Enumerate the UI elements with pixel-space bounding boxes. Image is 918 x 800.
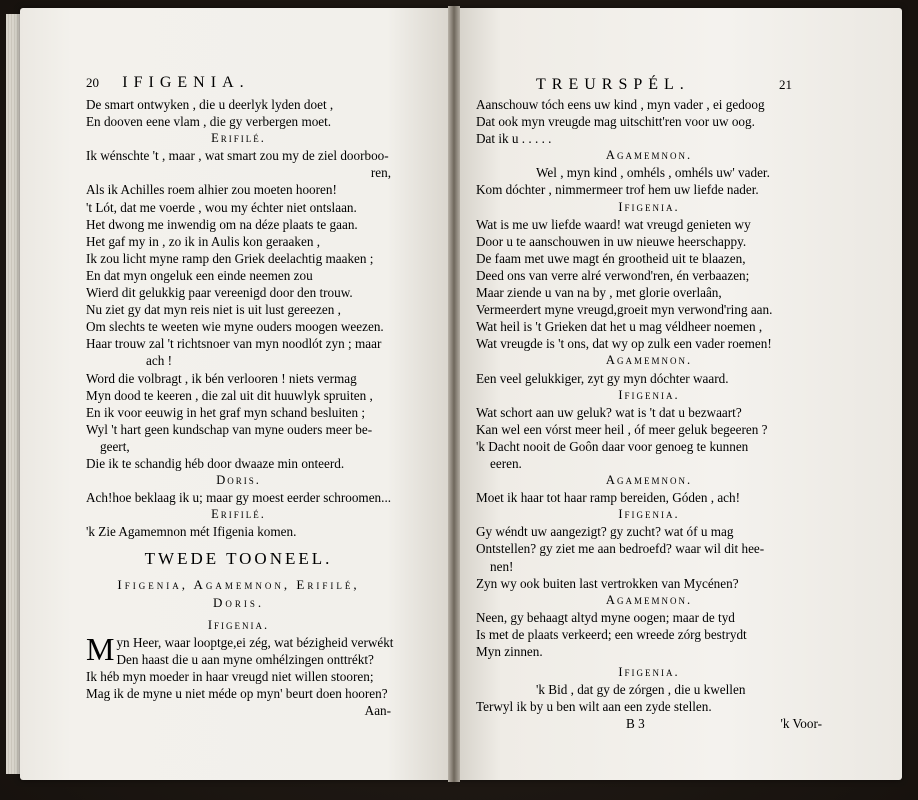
text-line: 'k Bid , dat gy de zórgen , die u kwellen xyxy=(536,682,746,698)
text-line: Ik héb myn moeder in haar vreugd niet willen stooren; xyxy=(86,668,374,684)
drop-cap: M xyxy=(86,630,115,667)
text-line: Vermeerdert myne vreugd,groeit myn verwond'ring aan. xyxy=(476,302,773,318)
text-line: Haar trouw zal 't richtsnoer van myn noodlót zyn ; maar xyxy=(86,336,382,352)
text-line: 't Lót, dat me voerde , wou my échter niet ontslaan. xyxy=(86,199,357,215)
catchword: 'k Voor- xyxy=(780,716,822,732)
speaker-name: Ifigenia. xyxy=(618,507,680,522)
text-line: ren, xyxy=(370,165,392,181)
text-line: eeren. xyxy=(490,455,522,471)
text-line: Kan wel een vórst meer heil , óf meer geluk begeeren ? xyxy=(476,421,768,437)
page-footer xyxy=(476,715,822,732)
right-page-text xyxy=(476,76,822,732)
text-line: En dooven eene vlam , die gy verbergen moet. xyxy=(86,114,332,130)
text-line: Ontstellen? gy ziet me aan bedroefd? waar wil dit hee- xyxy=(476,541,765,557)
text-line: 'k Dacht nooit de Goôn daar voor genoeg te kunnen xyxy=(476,438,749,454)
left-folio: 20 xyxy=(86,75,99,90)
text-line: ach ! xyxy=(146,353,172,369)
text-line: Is met de plaats verkeerd; een wreede zórg bestrydt xyxy=(476,626,747,642)
text-line: Dat ook myn vreugde mag uitschitt'ren voor uw oog. xyxy=(476,114,755,130)
speaker-name: Erifilé. xyxy=(211,131,266,146)
drop-cap-paragraph xyxy=(86,630,394,702)
text-line: Door u te aanschouwen in uw nieuwe heerschappy. xyxy=(476,233,747,249)
scene-title: TWEDE TOONEEL. xyxy=(144,549,333,569)
speaker-name: Ifigenia. xyxy=(618,199,680,214)
text-line: Myn zinnen. xyxy=(476,644,543,659)
text-line: Ik zou licht myne ramp den Griek deelachtig maaken ; xyxy=(86,250,374,266)
text-line: Ach!hoe beklaag ik u; maar gy moest eerder schroomen... xyxy=(86,490,392,506)
text-line: Het dwong me inwendig om na déze plaats te gaan. xyxy=(86,216,358,232)
text-line: Het gaf my in , zo ik in Aulis kon geraaken , xyxy=(86,233,321,249)
speaker-name: Ifigenia. xyxy=(207,617,270,632)
speaker-name: Doris. xyxy=(216,473,261,488)
right-folio: 21 xyxy=(779,77,792,92)
text-line: Wat heil is 't Grieken dat het u mag véldheer noemen , xyxy=(476,319,763,335)
text-line: De faam met uwe magt én grootheid uit te blaazen, xyxy=(476,250,746,266)
text-line: En ik voor eeuwig in het graf myn schand besluiten ; xyxy=(86,404,366,420)
left-running-head-row xyxy=(86,74,391,96)
text-line: Gy wéndt uw aangezigt? gy zucht? wat óf u mag xyxy=(476,524,734,540)
text-line: Wat schort aan uw geluk? wat is 't dat u bezwaart? xyxy=(476,404,742,420)
left-running-head: IFIGENIA. xyxy=(122,74,250,91)
text-line: Deed ons van verre alré verwond'ren, én verbaazen; xyxy=(476,267,750,283)
text-line: Kom dóchter , nimmermeer trof hem uw liefde nader. xyxy=(476,182,759,198)
text-line: En dat myn ongeluk een einde neemen zou xyxy=(86,267,313,283)
text-line: Den haast die u aan myne omhélzingen onttrékt? xyxy=(116,651,374,667)
catchword: Aan- xyxy=(364,703,392,719)
text-line: Maar ziende u van na by , met glorie overlaân, xyxy=(476,285,722,301)
signature-mark: B 3 xyxy=(626,716,645,732)
text-line: De smart ontwyken , die u deerlyk lyden doet , xyxy=(86,97,334,112)
right-running-head: TREURSPÉL. xyxy=(536,76,690,93)
text-line: Die ik te schandig héb door dwaaze min onteerd. xyxy=(86,455,345,471)
book-gutter xyxy=(448,6,460,782)
text-line: geert, xyxy=(100,438,130,454)
speaker-name: Ifigenia. xyxy=(618,387,680,402)
text-line: Aanschouw tóch eens uw kind , myn vader , ei gedoog xyxy=(476,97,765,112)
speaker-name: Agamemnon. xyxy=(605,353,693,368)
speaker-name: Agamemnon. xyxy=(605,148,693,163)
text-line: Zyn wy ook buiten last vertrokken van Mycénen? xyxy=(476,575,739,591)
text-line: Wat vreugde is 't ons, dat wy op zulk een vader roemen! xyxy=(476,336,772,352)
text-line: Nu ziet gy dat myn reis niet is uit lust gereezen , xyxy=(86,302,341,318)
text-line: Word die volbragt , ik bén verlooren ! niets vermag xyxy=(86,370,357,386)
text-line: Om slechts te weeten wie myne ouders moogen weezen. xyxy=(86,319,384,335)
text-line: Wyl 't hart geen kundschap van myne ouders meer be- xyxy=(86,421,373,437)
left-page-text xyxy=(86,74,394,719)
cast-list: Ifigenia, Agamemnon, Erifilé, xyxy=(117,577,360,593)
speaker-name: Agamemnon. xyxy=(605,592,693,607)
text-line: Wel , myn kind , omhéls , omhéls uw' vader. xyxy=(536,165,770,181)
text-line: Ik wénschte 't , maar , wat smart zou my de ziel doorboo- xyxy=(86,148,389,164)
text-line: nen! xyxy=(490,558,514,574)
text-line: Mag ik de myne u niet méde op myn' beurt doen hooren? xyxy=(86,686,388,701)
text-line: 'k Zie Agamemnon mét Ifigenia komen. xyxy=(86,524,297,540)
text-line: yn Heer, waar looptge,ei zég, wat bézigheid verwékt xyxy=(116,634,394,650)
text-line: Neen, gy behaagt altyd myne oogen; maar de tyd xyxy=(476,609,735,625)
text-line: Een veel gelukkiger, zyt gy myn dóchter waard. xyxy=(476,370,729,386)
speaker-name: Agamemnon. xyxy=(605,473,693,488)
text-line: Terwyl ik by u ben wilt aan een zyde stellen. xyxy=(476,699,712,715)
speaker-name: Erifilé. xyxy=(211,507,266,522)
cast-list: Doris. xyxy=(212,594,265,610)
speaker-name: Ifigenia. xyxy=(618,665,680,680)
text-line: Myn dood te keeren , die zal uit dit huuwlyk spruiten , xyxy=(86,387,373,403)
right-running-head-row xyxy=(476,76,792,96)
text-line: Wat is me uw liefde waard! wat vreugd genieten wy xyxy=(476,216,751,232)
text-line: Moet ik haar tot haar ramp bereiden, Góden , ach! xyxy=(476,490,741,506)
text-line: Dat ik u . . . . . xyxy=(476,131,552,147)
text-line: Als ik Achilles roem alhier zou moeten hooren! xyxy=(86,182,337,198)
text-line: Wierd dit gelukkig paar vereenigd door den trouw. xyxy=(86,285,353,301)
